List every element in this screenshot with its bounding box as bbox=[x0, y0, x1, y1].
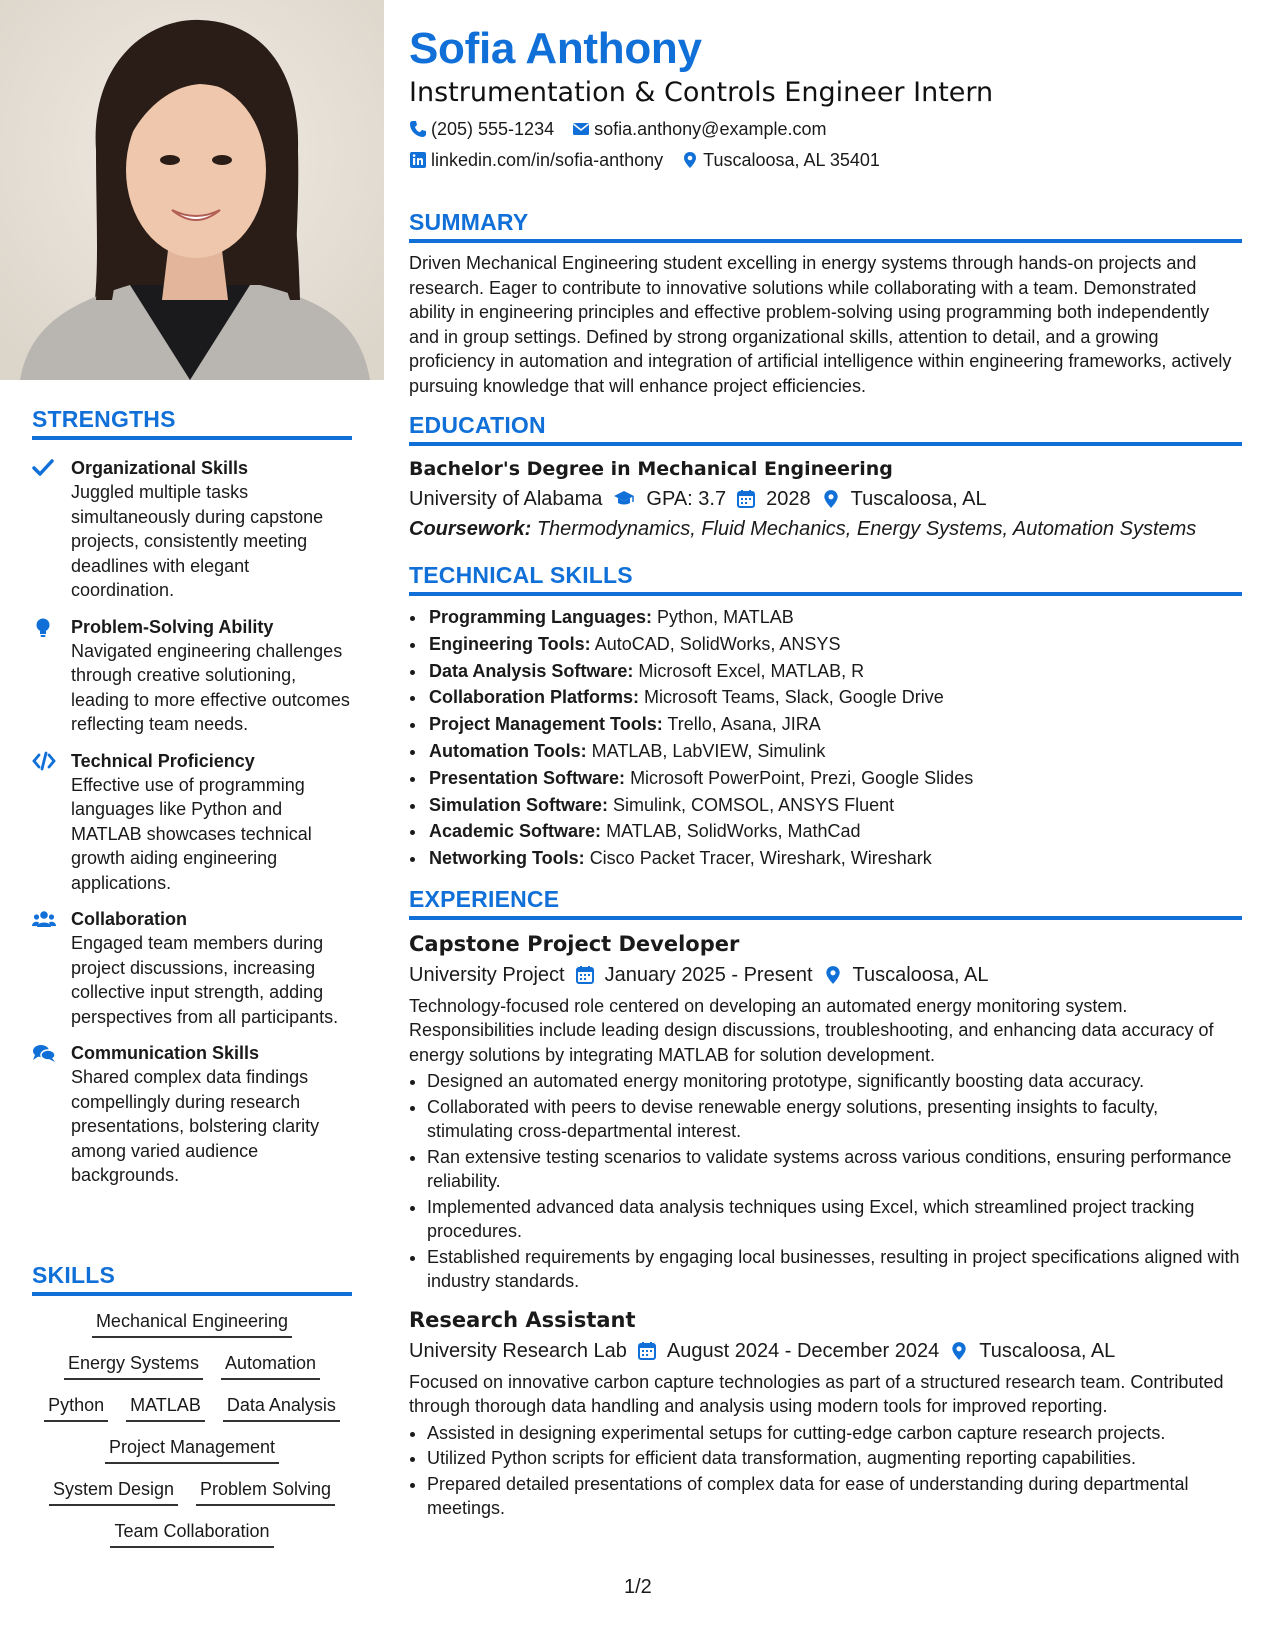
skill-row bbox=[32, 1310, 352, 1338]
map-pin-icon bbox=[681, 151, 699, 169]
lightbulb-icon bbox=[32, 617, 56, 639]
job-bullets bbox=[409, 1069, 1242, 1294]
right-column bbox=[409, 0, 1242, 1522]
strength-desc: Shared complex data findings compellingly during research presentations, bolstering clarity among varied audience backgrounds. bbox=[71, 1067, 320, 1185]
skills-section bbox=[32, 1262, 352, 1548]
check-icon bbox=[32, 458, 56, 480]
skills-heading: SKILLS bbox=[32, 1262, 352, 1296]
candidate-role: Instrumentation & Controls Engineer Intern bbox=[409, 77, 994, 108]
summary-section bbox=[409, 209, 1242, 398]
strength-desc: Effective use of programming languages like Python and MATLAB showcases technical growth aiding engineering applications. bbox=[71, 774, 312, 893]
list-item: • Ran extensive testing scenarios to validate systems across various conditions, ensuring performance reliability. bbox=[427, 1145, 1242, 1194]
left-column bbox=[0, 0, 384, 1650]
job-title: Research Assistant bbox=[409, 1307, 636, 1332]
strength-desc: Juggled multiple tasks simultaneously during capstone projects, consistently meeting deadlines with elegant coordination. bbox=[71, 482, 324, 600]
skill-row bbox=[32, 1520, 352, 1548]
skill-row bbox=[32, 1478, 352, 1506]
page-number: 1/2 bbox=[624, 1576, 652, 1598]
skill-row bbox=[32, 1352, 352, 1380]
contact-row bbox=[409, 149, 1242, 171]
map-pin-icon bbox=[821, 489, 841, 509]
code-icon bbox=[32, 751, 56, 773]
strengths-heading: STRENGTHS bbox=[32, 406, 352, 440]
strength-title: Collaboration bbox=[71, 909, 187, 929]
summary-heading: SUMMARY bbox=[409, 209, 1242, 243]
linkedin-icon bbox=[409, 151, 427, 169]
location-contact bbox=[681, 149, 880, 171]
technical-skills-section bbox=[409, 562, 1242, 872]
list-item: • Established requirements by engaging local businesses, resulting in project specifications aligned with industry standards. bbox=[427, 1245, 1242, 1294]
strength-item bbox=[32, 1041, 352, 1188]
list-item: • Simulation Software: Simulink, COMSOL, ANSYS Fluent bbox=[427, 792, 1242, 819]
list-item: • Designed an automated energy monitoring prototype, significantly boosting data accuracy. bbox=[427, 1069, 1242, 1094]
graduation-cap-icon bbox=[612, 489, 636, 509]
contact-row bbox=[409, 118, 1242, 140]
job-meta bbox=[409, 1336, 1242, 1366]
skill-tag: System Design bbox=[49, 1478, 178, 1506]
experience-heading: EXPERIENCE bbox=[409, 886, 1242, 920]
education-heading: EDUCATION bbox=[409, 412, 1242, 446]
job-location: Tuscaloosa, AL bbox=[979, 1339, 1116, 1362]
strength-title: Technical Proficiency bbox=[71, 750, 255, 771]
school-name: University of Alabama bbox=[409, 488, 603, 510]
job-title: Capstone Project Developer bbox=[409, 931, 740, 956]
technical-skills-heading: TECHNICAL SKILLS bbox=[409, 562, 1242, 596]
job-dates: January 2025 - Present bbox=[604, 963, 813, 986]
comments-icon bbox=[32, 1043, 56, 1065]
education-location: Tuscaloosa, AL bbox=[850, 488, 987, 510]
list-item: • Data Analysis Software: Microsoft Excel, MATLAB, R bbox=[427, 658, 1242, 685]
job-description: Focused on innovative carbon capture technologies as part of a structured research team. Contributed through thorough data handling and analysis using modern tools for improved reporting. bbox=[409, 1371, 1224, 1417]
skill-tag: Team Collaboration bbox=[110, 1520, 273, 1548]
job-location: Tuscaloosa, AL bbox=[852, 963, 989, 986]
graduation-year: 2028 bbox=[766, 488, 811, 510]
strength-item bbox=[32, 749, 352, 896]
skill-row bbox=[32, 1394, 352, 1422]
list-item: • Programming Languages: Python, MATLAB bbox=[427, 604, 1242, 631]
skill-tag: Automation bbox=[221, 1352, 320, 1380]
list-item: • Utilized Python scripts for efficient data transformation, augmenting reporting capabilities. bbox=[427, 1446, 1242, 1471]
linkedin-contact[interactable] bbox=[409, 149, 663, 171]
job-dates: August 2024 - December 2024 bbox=[666, 1339, 940, 1362]
list-item: • Prepared detailed presentations of complex data for ease of understanding during departmental meetings. bbox=[427, 1472, 1242, 1521]
candidate-name: Sofia Anthony bbox=[409, 24, 702, 73]
skill-tag: Problem Solving bbox=[196, 1478, 335, 1506]
email-icon bbox=[572, 120, 590, 138]
skill-tag: Project Management bbox=[105, 1436, 279, 1464]
calendar-icon bbox=[637, 1341, 657, 1361]
education-meta bbox=[409, 484, 1242, 514]
strengths-section bbox=[32, 406, 352, 1188]
map-pin-icon bbox=[949, 1341, 969, 1361]
list-item: • Assisted in designing experimental setups for cutting-edge carbon capture research projects. bbox=[427, 1421, 1242, 1446]
education-section bbox=[409, 412, 1242, 544]
list-item: • Collaboration Platforms: Microsoft Teams, Slack, Google Drive bbox=[427, 684, 1242, 711]
strength-desc: Engaged team members during project discussions, increasing collective input strength, adding perspectives from all participants. bbox=[71, 933, 339, 1027]
list-item: • Presentation Software: Microsoft PowerPoint, Prezi, Google Slides bbox=[427, 765, 1242, 792]
strength-title: Organizational Skills bbox=[71, 458, 249, 478]
location-text: Tuscaloosa, AL 35401 bbox=[703, 150, 880, 170]
list-item: • Academic Software: MATLAB, SolidWorks, MathCad bbox=[427, 818, 1242, 845]
strength-item bbox=[32, 907, 352, 1029]
profile-photo bbox=[0, 0, 384, 380]
strength-title: Communication Skills bbox=[71, 1043, 260, 1063]
skill-tag: Mechanical Engineering bbox=[92, 1310, 292, 1338]
list-item: • Engineering Tools: AutoCAD, SolidWorks, ANSYS bbox=[427, 631, 1242, 658]
calendar-icon bbox=[575, 965, 595, 985]
summary-text: Driven Mechanical Engineering student excelling in energy systems through hands-on projects and research. Eager to contribute to innovative solutions while collaborating with a team. Demonstrated ability in engineering principles and effective problem-solving using programming both independently and in group settings. Defined by strong organizational skills, attention to detail, and a growing proficiency in automation and integration of artificial intelligence within engineering frameworks, actively pursuing knowledge that will enhance project efficiencies. bbox=[409, 253, 1232, 396]
email-contact[interactable] bbox=[572, 118, 826, 140]
skill-tag: MATLAB bbox=[126, 1394, 205, 1422]
list-item: • Automation Tools: MATLAB, LabVIEW, Simulink bbox=[427, 738, 1242, 765]
coursework-list: Thermodynamics, Fluid Mechanics, Energy Systems, Automation Systems bbox=[536, 518, 1197, 540]
coursework-label: Coursework: bbox=[409, 518, 532, 540]
strength-item bbox=[32, 615, 352, 737]
skill-tag: Data Analysis bbox=[223, 1394, 340, 1422]
gpa-text: GPA: 3.7 bbox=[646, 488, 727, 510]
list-item: • Implemented advanced data analysis techniques using Excel, which streamlined project tracking procedures. bbox=[427, 1195, 1242, 1244]
degree-title: Bachelor's Degree in Mechanical Engineering bbox=[409, 458, 893, 480]
phone-text: (205) 555-1234 bbox=[431, 119, 555, 139]
list-item: • Collaborated with peers to devise renewable energy solutions, presenting insights to faculty, stimulating cross-departmental interest. bbox=[427, 1095, 1242, 1144]
strength-item bbox=[32, 456, 352, 603]
email-text: sofia.anthony@example.com bbox=[594, 119, 827, 139]
skill-tag: Energy Systems bbox=[64, 1352, 203, 1380]
job-org: University Project bbox=[409, 963, 565, 986]
experience-section bbox=[409, 886, 1242, 1521]
job-description: Technology-focused role centered on developing an automated energy monitoring system. Responsibilities include leading design discussions, troubleshooting, and enhancing data accuracy of energy solutions by integrating MATLAB for solution development. bbox=[409, 995, 1214, 1065]
phone-icon bbox=[409, 120, 427, 138]
skills-list bbox=[32, 1310, 352, 1548]
job-entry bbox=[409, 1306, 1242, 1521]
map-pin-icon bbox=[823, 965, 843, 985]
list-item: • Project Management Tools: Trello, Asana, JIRA bbox=[427, 711, 1242, 738]
technical-skills-list bbox=[409, 604, 1242, 872]
skill-row bbox=[32, 1436, 352, 1464]
calendar-icon bbox=[736, 489, 756, 509]
strength-title: Problem-Solving Ability bbox=[71, 616, 274, 637]
job-bullets bbox=[409, 1421, 1242, 1521]
job-meta bbox=[409, 960, 1242, 990]
job-entry bbox=[409, 930, 1242, 1294]
skill-tag: Python bbox=[44, 1394, 108, 1422]
strength-desc: Navigated engineering challenges through creative solutioning, leading to more effective outcomes reflecting team needs. bbox=[71, 640, 350, 734]
phone-contact[interactable] bbox=[409, 118, 554, 140]
users-icon bbox=[32, 909, 56, 931]
coursework bbox=[409, 514, 1242, 544]
linkedin-text: linkedin.com/in/sofia-anthony bbox=[431, 150, 664, 170]
list-item: • Networking Tools: Cisco Packet Tracer, Wireshark, Wireshark bbox=[427, 845, 1242, 872]
job-org: University Research Lab bbox=[409, 1339, 627, 1362]
